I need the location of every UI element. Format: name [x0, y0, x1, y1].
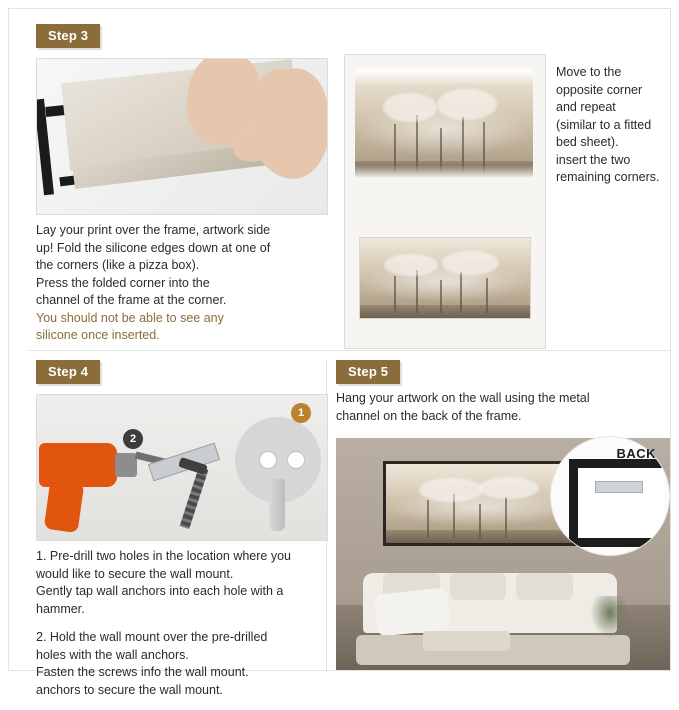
step-4-badge-wrap [36, 360, 100, 384]
callout-badge-1: 1 [291, 403, 311, 423]
step-3-warning-line-2: silicone once inserted. [36, 328, 160, 342]
step-3-right-line-4: (similar to a fitted [556, 117, 652, 132]
back-label: BACK [616, 446, 656, 461]
step-3-warning-line-1: You should not be able to see any [36, 310, 224, 325]
step-3-badge: Step 3 [36, 24, 100, 48]
step-3-photo-print-folded [355, 69, 533, 179]
step-5-text-line-1: Hang your artwork on the wall using the metal [336, 391, 590, 405]
tree-canopy [383, 93, 436, 122]
step-4-photo-drill [36, 394, 328, 541]
wall-anchor [269, 479, 285, 531]
step-5-text-line-2: channel on the back of the frame. [336, 408, 522, 423]
folded-silicone-edge-bottom [355, 165, 533, 179]
step-3-text-line-3: the corners (like a pizza box). [36, 258, 200, 272]
step-4-p1-line-1: 1. Pre-drill two holes in the location where you [36, 549, 291, 563]
step-3-text-line-2: up! Fold the silicone edges down at one of [36, 240, 271, 255]
callout-badge-2: 2 [123, 429, 143, 449]
forest-ground [386, 530, 573, 543]
section-step-5 [332, 360, 672, 670]
section-step-4 [28, 360, 328, 697]
step-3-text-line-1: Lay your print over the frame, artwork side [36, 223, 271, 237]
hung-artwork [383, 461, 576, 546]
forest-artwork-top [355, 69, 533, 179]
step-3-photo-folding [36, 58, 328, 215]
frame-back-edge [569, 459, 664, 547]
step-3-right-text [556, 64, 679, 187]
photo-graphic-folding [37, 59, 327, 214]
step-3-right-line-3: and repeat [556, 100, 616, 114]
step-3-left-text [36, 222, 336, 345]
step-3-right-line-5: bed sheet). [556, 135, 619, 149]
step-4-text [36, 548, 328, 710]
step-4-p2-line-1: 2. Hold the wall mount over the pre-drilled [36, 630, 268, 644]
section-divider-horizontal [28, 350, 671, 351]
section-step-3 [28, 24, 671, 354]
forest-ground [360, 305, 530, 318]
step-5-badge-wrap [336, 360, 400, 384]
step-4-p2-line-3: Fasten the screws info the wall mount. [36, 665, 249, 679]
step-4-p1-line-2: would like to secure the wall mount. [36, 566, 234, 581]
step-4-p1-line-4: hammer. [36, 601, 85, 616]
cushion [516, 573, 573, 601]
drill-grip [44, 479, 85, 533]
step-4-p2-line-2: holes with the wall anchors. [36, 647, 189, 662]
step-3-photo-finished-frame [359, 237, 531, 319]
tree-canopy [437, 89, 498, 120]
step-3-right-line-1: Move to the [556, 65, 622, 79]
cushion [450, 573, 507, 601]
plant [590, 596, 630, 638]
drill-chuck [115, 453, 137, 477]
step-3-right-line-7: remaining corners. [556, 170, 660, 184]
step-4-paragraph-1 [36, 548, 328, 618]
drill-body [39, 443, 117, 487]
coffee-table [423, 631, 510, 652]
step-4-p2-line-4: anchors to secure the wall mount. [36, 682, 223, 697]
step-3-text-line-4: Press the folded corner into the [36, 275, 210, 290]
step-3-right-line-6: insert the two [556, 152, 631, 167]
step-3-text-line-5: channel of the frame at the corner. [36, 293, 227, 307]
step-4-badge: Step 4 [36, 360, 100, 384]
tree-canopy [442, 251, 500, 275]
tree-canopy [479, 477, 539, 499]
step-5-text [336, 390, 666, 425]
page-content [10, 10, 669, 697]
step-4-p1-line-3: Gently tap wall anchors into each hole with a [36, 584, 284, 598]
forest-artwork-bottom [360, 238, 530, 318]
photo-graphic-drill [37, 395, 327, 540]
forest-artwork-room [386, 464, 573, 543]
folded-silicone-edge-top [355, 69, 533, 85]
step-4-paragraph-2 [36, 629, 328, 699]
step-3-badge-wrap [36, 24, 100, 48]
step-3-artwork-panel [344, 54, 546, 349]
step-5-badge: Step 5 [336, 360, 400, 384]
pre-drilled-hole [287, 451, 305, 469]
throw-blanket [374, 587, 451, 636]
metal-channel [595, 481, 643, 493]
step-3-right-line-2: opposite corner [556, 82, 643, 97]
tree-canopy [419, 478, 483, 502]
pre-drilled-hole [259, 451, 277, 469]
